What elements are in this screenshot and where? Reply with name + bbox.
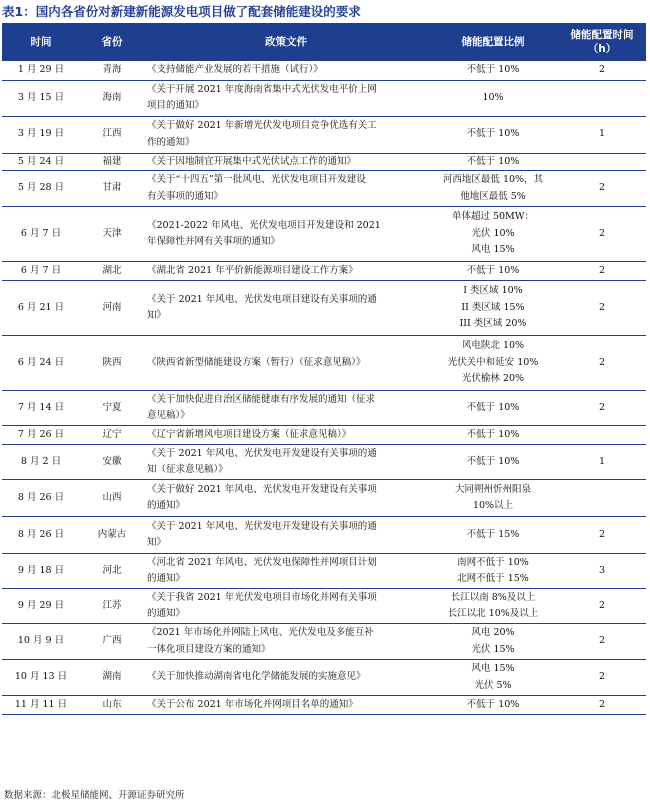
header-province: 省份	[80, 23, 144, 61]
cell-policy	[144, 445, 428, 480]
cell-ratio-line: 光伏 5%	[474, 679, 512, 691]
cell-policy-line: 《关于做好 2021 年新增光伏发电项目竞争优选有关工	[147, 120, 377, 131]
cell-policy-line: 意见稿）》	[147, 410, 190, 421]
cell-hours: 2	[558, 171, 646, 207]
table-row	[2, 116, 646, 153]
cell-ratio-line: 不低于 10%	[466, 128, 520, 140]
table-row	[2, 391, 646, 426]
cell-policy-line: 《关于“十四五”第一批风电、光伏发电项目开发建设	[147, 174, 366, 185]
cell-ratio	[428, 445, 558, 480]
cell-ratio-line: 长江以北 10%及以上	[447, 608, 539, 619]
cell-date: 6 月 24 日	[2, 336, 80, 391]
table-row	[2, 589, 646, 624]
cell-ratio-line: 不低于 10%	[466, 64, 520, 75]
cell-policy-line: 的通知》	[147, 573, 186, 584]
cell-policy-line: 《关于加快推动湖南省电化学储能发展的实施意见》	[147, 671, 366, 683]
cell-policy-line: 《关于我省 2021 年光伏发电项目市场化并网有关事项	[147, 591, 377, 603]
cell-policy-line: 《关于 2021 年风电、光伏发电项目建设有关事项的通	[147, 293, 377, 305]
header-policy: 政策文件	[144, 23, 428, 61]
cell-date: 7 月 14 日	[2, 391, 80, 426]
cell-hours: 2	[558, 336, 646, 391]
cell-ratio	[428, 624, 558, 660]
cell-ratio	[428, 207, 558, 262]
cell-ratio-line: 单体超过 50MW：	[451, 211, 535, 223]
cell-policy-line: 的通知》	[147, 608, 186, 619]
cell-ratio-line: 风电 15%	[471, 244, 515, 256]
cell-policy-line: 《关于做好 2021 年风电、光伏发电开发建设有关事项	[147, 483, 377, 495]
cell-ratio	[428, 517, 558, 554]
cell-hours: 2	[558, 61, 646, 80]
cell-province: 湖南	[80, 660, 144, 696]
cell-ratio	[428, 480, 558, 517]
table-body	[2, 61, 646, 715]
cell-ratio	[428, 171, 558, 207]
cell-province: 甘肃	[80, 171, 144, 207]
cell-hours	[558, 480, 646, 517]
cell-policy-line: 的通知》	[147, 500, 186, 511]
table-row	[2, 426, 646, 445]
cell-policy-line: 有关事项的通知》	[147, 190, 224, 202]
cell-province: 江苏	[80, 589, 144, 624]
cell-policy-line: 《湖北省 2021 年平价新能源项目建设工作方案》	[147, 264, 358, 276]
cell-province: 青海	[80, 61, 144, 80]
table-header-row	[2, 23, 646, 61]
cell-policy	[144, 480, 428, 517]
cell-policy-line: 知（征求意见稿）》	[147, 464, 228, 475]
cell-ratio-line: 长江以南 8%及以上	[450, 591, 536, 603]
cell-policy	[144, 426, 428, 445]
cell-policy	[144, 660, 428, 696]
cell-date: 8 月 26 日	[2, 517, 80, 554]
cell-province: 山东	[80, 696, 144, 715]
cell-policy	[144, 116, 428, 153]
data-source: 数据来源：北极星储能网、开源证券研究所	[4, 790, 185, 801]
cell-province: 海南	[80, 80, 144, 116]
header-hours	[558, 23, 646, 61]
cell-ratio	[428, 660, 558, 696]
cell-ratio-line: 不低于 10%	[466, 264, 520, 276]
cell-date: 5 月 28 日	[2, 171, 80, 207]
cell-province: 陕西	[80, 336, 144, 391]
cell-date: 5 月 24 日	[2, 153, 80, 171]
cell-ratio-line: 光伏 15%	[471, 643, 515, 655]
header-hours-line2: （h）	[587, 43, 617, 55]
cell-date: 10 月 9 日	[2, 624, 80, 660]
cell-policy-line: 一体化项目建设方案的通知》	[147, 643, 271, 655]
cell-hours: 2	[558, 517, 646, 554]
cell-ratio-line: 10%以上	[472, 500, 514, 511]
cell-ratio-line: 风电陕北 10%	[461, 340, 525, 352]
cell-policy-line: 《关于 2021 年风电、光伏发电开发建设有关事项的通	[147, 520, 377, 532]
cell-province: 安徽	[80, 445, 144, 480]
cell-date: 6 月 7 日	[2, 262, 80, 281]
cell-policy	[144, 171, 428, 207]
cell-policy	[144, 61, 428, 80]
cell-policy-line: 《关于公布 2021 年市场化并网项目名单的通知》	[147, 698, 358, 710]
cell-date: 9 月 29 日	[2, 589, 80, 624]
cell-ratio-line: 他地区最低 5%	[460, 190, 526, 202]
cell-policy-line: 《关于开展 2021 年度海南省集中式光伏发电平价上网	[147, 83, 377, 95]
cell-ratio-line: 北网不低于 15%	[457, 573, 529, 584]
cell-policy-line: 《关于加快促进自治区储能健康有序发展的通知（征求	[147, 393, 376, 405]
table-row	[2, 445, 646, 480]
cell-hours	[558, 80, 646, 116]
cell-province: 江西	[80, 116, 144, 153]
cell-date: 10 月 13 日	[2, 660, 80, 696]
cell-date: 11 月 11 日	[2, 696, 80, 715]
table-row	[2, 207, 646, 262]
cell-ratio-line: II 类区域 15%	[461, 301, 525, 313]
cell-hours	[558, 153, 646, 171]
cell-ratio-line: 10%	[482, 91, 504, 103]
table-row	[2, 336, 646, 391]
cell-policy-line: 《支持储能产业发展的若干措施（试行）》	[147, 64, 323, 75]
cell-ratio-line: 光伏关中和延安 10%	[447, 356, 539, 368]
cell-policy-line: 《关于 2021 年风电、光伏发电开发建设有关事项的通	[147, 447, 377, 459]
cell-ratio	[428, 554, 558, 589]
cell-hours: 2	[558, 281, 646, 336]
table-row	[2, 554, 646, 589]
cell-policy-line: 知》	[147, 310, 167, 321]
cell-policy	[144, 80, 428, 116]
cell-province: 天津	[80, 207, 144, 262]
cell-ratio	[428, 80, 558, 116]
cell-ratio-line: 大同朔州忻州阳泉	[454, 483, 531, 495]
cell-policy	[144, 624, 428, 660]
cell-ratio-line: 不低于 15%	[466, 528, 520, 540]
cell-ratio	[428, 262, 558, 281]
table-row	[2, 624, 646, 660]
cell-hours: 2	[558, 696, 646, 715]
table-row	[2, 80, 646, 116]
table-row	[2, 153, 646, 171]
cell-province: 湖北	[80, 262, 144, 281]
cell-ratio-line: 河西地区最低 10%，其	[442, 174, 544, 185]
cell-ratio-line: 风电 15%	[471, 663, 515, 674]
cell-policy	[144, 517, 428, 554]
cell-ratio-line: 光伏 10%	[471, 227, 515, 239]
cell-policy-line: 《2021 年市场化并网陆上风电、光伏发电及多能互补	[147, 627, 374, 638]
cell-ratio	[428, 391, 558, 426]
cell-policy-line: 《辽宁省新增风电项目建设方案（征求意见稿）》	[147, 428, 352, 440]
cell-ratio	[428, 153, 558, 171]
cell-province: 山西	[80, 480, 144, 517]
cell-ratio-line: 不低于 10%	[466, 698, 520, 710]
table-row	[2, 480, 646, 517]
cell-date: 6 月 21 日	[2, 281, 80, 336]
cell-policy-line: 项目的通知》	[147, 100, 205, 111]
cell-policy-line: 《关于因地制宜开展集中式光伏试点工作的通知》	[147, 155, 357, 167]
table-title: 表1：国内各省份对新建新能源发电项目做了配套储能建设的要求	[2, 4, 361, 19]
cell-policy	[144, 696, 428, 715]
cell-policy	[144, 589, 428, 624]
storage-policy-table	[2, 23, 646, 715]
cell-ratio	[428, 61, 558, 80]
cell-policy	[144, 262, 428, 281]
cell-policy	[144, 281, 428, 336]
header-hours-line1: 储能配置时间	[570, 29, 634, 41]
table-row	[2, 262, 646, 281]
cell-ratio-line: I 类区域 10%	[463, 285, 523, 297]
cell-policy-line: 作的通知》	[147, 136, 195, 148]
cell-hours: 2	[558, 660, 646, 696]
cell-ratio-line: 南网不低于 10%	[457, 556, 529, 568]
cell-policy-line: 知》	[147, 537, 167, 548]
cell-policy-line: 《河北省 2021 年风电、光伏发电保障性并网项目计划	[147, 556, 377, 568]
table-row	[2, 171, 646, 207]
cell-policy	[144, 153, 428, 171]
table-row	[2, 696, 646, 715]
cell-ratio	[428, 589, 558, 624]
cell-policy	[144, 207, 428, 262]
table-row	[2, 281, 646, 336]
cell-policy	[144, 554, 428, 589]
table-row	[2, 660, 646, 696]
cell-date: 1 月 29 日	[2, 61, 80, 80]
cell-policy-line: 年保障性并网有关事项的通知》	[147, 236, 281, 247]
cell-ratio-line: 不低于 10%	[466, 401, 520, 413]
cell-hours: 2	[558, 624, 646, 660]
cell-ratio-line: 光伏榆林 20%	[461, 373, 525, 385]
cell-date: 3 月 19 日	[2, 116, 80, 153]
cell-date: 6 月 7 日	[2, 207, 80, 262]
cell-hours: 3	[558, 554, 646, 589]
cell-hours: 2	[558, 262, 646, 281]
cell-province: 河南	[80, 281, 144, 336]
cell-date: 9 月 18 日	[2, 554, 80, 589]
cell-province: 宁夏	[80, 391, 144, 426]
cell-policy-line: 《2021-2022 年风电、光伏发电项目开发建设和 2021	[147, 219, 381, 231]
cell-hours: 2	[558, 391, 646, 426]
cell-province: 内蒙古	[80, 517, 144, 554]
cell-hours: 1	[558, 116, 646, 153]
table-row	[2, 61, 646, 80]
cell-ratio-line: 不低于 10%	[466, 428, 520, 440]
cell-ratio	[428, 116, 558, 153]
cell-date: 8 月 2 日	[2, 445, 80, 480]
cell-policy	[144, 391, 428, 426]
cell-ratio-line: 风电 20%	[471, 627, 515, 638]
header-time: 时间	[2, 23, 80, 61]
cell-province: 广西	[80, 624, 144, 660]
cell-ratio	[428, 426, 558, 445]
cell-ratio	[428, 281, 558, 336]
cell-ratio	[428, 696, 558, 715]
cell-ratio-line: III 类区域 20%	[459, 318, 527, 330]
cell-ratio	[428, 336, 558, 391]
header-ratio: 储能配置比例	[428, 23, 558, 61]
cell-ratio-line: 不低于 10%	[466, 455, 520, 467]
cell-policy	[144, 336, 428, 391]
cell-policy-line: 《陕西省新型储能建设方案（暂行）（征求意见稿）》	[147, 356, 366, 368]
cell-ratio-line: 不低于 10%	[466, 155, 520, 167]
cell-hours	[558, 426, 646, 445]
cell-date: 8 月 26 日	[2, 480, 80, 517]
table-row	[2, 517, 646, 554]
cell-hours: 1	[558, 445, 646, 480]
cell-date: 3 月 15 日	[2, 80, 80, 116]
cell-province: 河北	[80, 554, 144, 589]
cell-date: 7 月 26 日	[2, 426, 80, 445]
cell-hours: 2	[558, 589, 646, 624]
cell-hours: 2	[558, 207, 646, 262]
cell-province: 辽宁	[80, 426, 144, 445]
cell-province: 福建	[80, 153, 144, 171]
